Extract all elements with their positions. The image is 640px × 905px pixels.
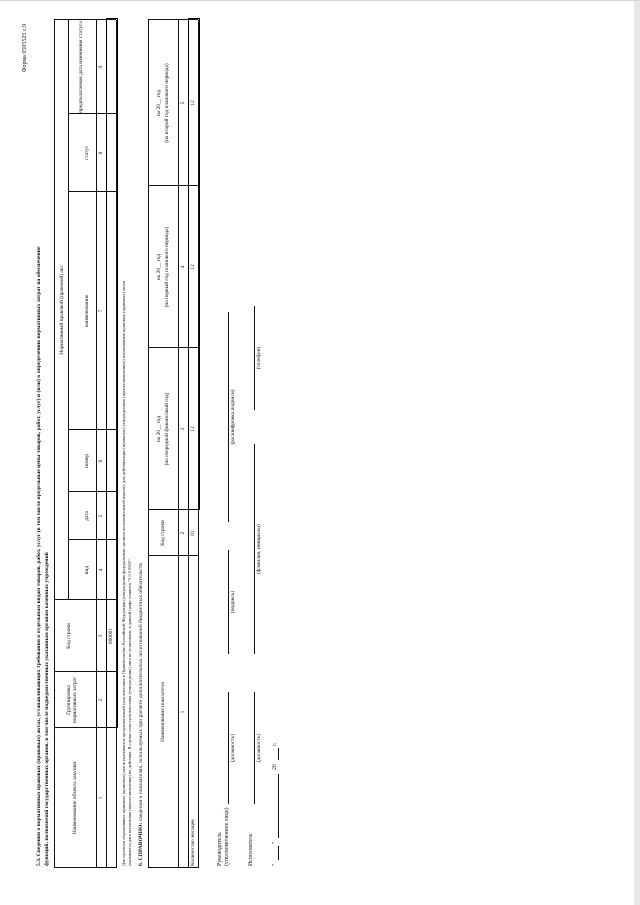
head-label-2: (уполномоченное лицо) xyxy=(224,807,230,866)
header-object-name: Наименование объекта закупки xyxy=(72,761,78,835)
header-line-code-6: Код строки xyxy=(160,520,166,546)
scan-right-edge xyxy=(634,0,640,905)
row-months-name: Количество месяцев xyxy=(190,819,196,866)
header-npa: Нормативный правовой (правовой) акт xyxy=(59,265,65,355)
col6-number-4: 4 xyxy=(180,265,186,269)
section-6-title-rest: сведения о показателях, используемых при расчете дополнительных ассигнований бюджетных обязательств xyxy=(138,563,144,823)
row-months-value-1: 12 xyxy=(190,426,196,432)
row-months-value-3: 12 xyxy=(190,100,196,106)
head-signature-caption: (подпись) xyxy=(230,590,236,614)
col-number-3: 3 xyxy=(98,634,104,638)
date-year: 20 xyxy=(272,764,278,770)
row-months-value-2: 12 xyxy=(190,264,196,270)
rotated-form-content xyxy=(22,18,607,868)
header-year3: на 20__ год xyxy=(156,89,162,117)
footnote-line2: указывается дата вступления (приостановления) их действия. В случае если срок внесения (утверждения) акта не установлен, в данной графе ставится "0 0 0 0000". xyxy=(127,558,132,866)
executor-position-caption: (должность) xyxy=(256,733,262,763)
date-month-line xyxy=(278,774,279,838)
head-position-line xyxy=(228,692,229,804)
executor-fio-line xyxy=(254,444,255,654)
header-year1-sub: (на очередной финансовый год) xyxy=(164,392,170,466)
section-6-title xyxy=(138,563,144,866)
executor-label: Исполнитель xyxy=(248,833,254,866)
col6-number-5: 5 xyxy=(180,101,186,105)
col-number-5: 5 xyxy=(98,514,104,518)
header-date: дата xyxy=(84,511,90,521)
header-indicator: Наименование показателя xyxy=(160,682,166,742)
col6-number-2: 2 xyxy=(180,531,186,535)
header-name: наименование xyxy=(84,294,90,328)
head-decoding-line xyxy=(228,312,229,522)
head-decoding-caption: (расшифровка подписи) xyxy=(230,389,236,445)
header-number: номер xyxy=(84,454,90,468)
header-group: Группировка нормативных затрат xyxy=(66,676,79,724)
section-6-title-prefix: 6. СПРАВОЧНО: xyxy=(138,822,144,866)
executor-position-line xyxy=(254,692,255,804)
col6-number-1: 1 xyxy=(180,710,186,714)
date-quote-open: " xyxy=(272,863,278,866)
header-year2-sub: (на первый год планового периода) xyxy=(164,226,170,308)
col-number-9: 9 xyxy=(98,65,104,69)
executor-phone-line xyxy=(254,306,255,410)
col-number-2: 2 xyxy=(98,698,104,702)
date-year-line xyxy=(278,748,279,760)
form-reference: Форма 0505525 с.9 xyxy=(22,24,28,73)
header-year3-sub: (на второй год планового периода) xyxy=(164,63,170,143)
header-year1: на 20__ год xyxy=(156,415,162,443)
scan-top-edge xyxy=(0,0,640,1)
col-number-7: 7 xyxy=(98,309,104,313)
executor-fio-caption: (фамилия, инициалы) xyxy=(256,524,262,574)
head-label: Руководитель xyxy=(217,832,223,866)
executor-phone-caption: (телефон) xyxy=(256,346,262,370)
head-position-caption: (должность) xyxy=(230,733,236,763)
header-status: статус xyxy=(84,145,90,161)
header-line-code: Код строки xyxy=(66,623,72,649)
col-number-1: 1 xyxy=(98,796,104,800)
col-number-8: 8 xyxy=(98,151,104,155)
section-53-title-line2: функций, полномочий государственных органов, в том числе подведомственных указанным органам казенных учреждений xyxy=(44,552,50,866)
date-suffix: г. xyxy=(272,742,278,746)
row-code-000001: 000001 xyxy=(108,627,114,645)
date-day-line xyxy=(278,846,279,860)
header-year2: на 20__ год xyxy=(156,253,162,281)
head-signature-line xyxy=(228,550,229,654)
col-number-6: 6 xyxy=(98,459,104,463)
footnote-line1: Для проектов нормативных правовых (правовых) актов указывается предполагаемый срок внесения в Правительство Российской Федерации (утверждения федеральным органом исполнительной власти); для действующих (принятых) утвержденных (приостановленных) нормативных правовых (правовых) актов xyxy=(121,280,126,866)
col-number-4: 4 xyxy=(98,568,104,572)
header-vid: вид xyxy=(84,565,90,575)
section-53-title-line1: 5.3. Сведения о нормативных правовых (правовых) актах, устанавливающих требования к отдельным видам товаров, работ, услуг (в том числе предельные цены товаров, работ, услуг) и (или) к определению нормативных затрат на обеспечение xyxy=(36,246,42,866)
header-status-date: предполагаемая дата изменения статуса xyxy=(78,21,84,113)
row-months-code: 01 xyxy=(190,530,196,536)
col6-number-3: 3 xyxy=(180,427,186,431)
date-quote-close: " xyxy=(272,841,278,844)
